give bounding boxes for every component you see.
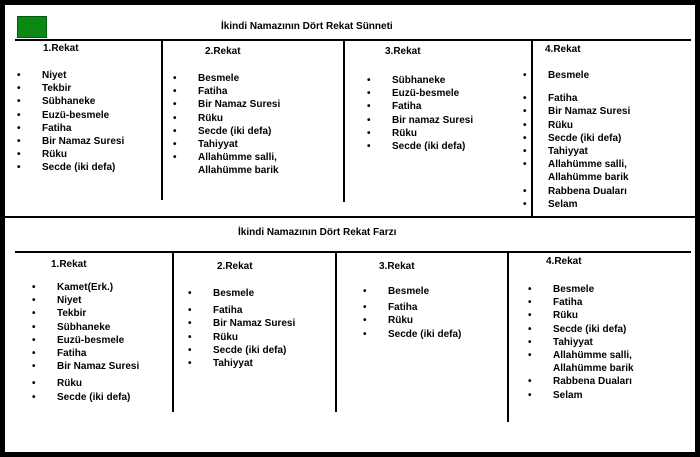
list-item: • Euzü-besmele [367,87,473,100]
list-item-line: • Allahümme salli, [198,152,277,164]
list-item: • Rüku [363,314,461,327]
list-item: • Rüku [188,331,295,344]
list-item: • Selam [523,198,630,211]
list-item [173,151,280,177]
sunnet-col-2-header: 2.Rekat [205,46,241,57]
divider-v-4 [172,252,174,412]
section-title-farz: İkindi Namazının Dört Rekat Farzı [238,227,397,238]
list-item: • Niyet [32,294,139,307]
list-item: • Bir Namaz Suresi [523,105,630,118]
list-item: • Fatiha [188,304,295,317]
farz-col-2-header: 2.Rekat [217,261,253,272]
list-item: • Bir Namaz Suresi [188,317,295,330]
divider-v-5 [335,252,337,412]
list-item: • Besmele [173,72,280,85]
divider-v-2 [343,40,345,202]
list-item: • Secde (iki defa) [367,140,473,153]
list-item: • Fatiha [363,301,461,314]
list-item-line: • Allahümme salli, [553,350,632,362]
list-item: • Tahiyyat [173,138,280,151]
list-item: • Bir Namaz Suresi [17,135,124,148]
list-item: • Rabbena Duaları [523,185,630,198]
list-item: • Rüku [17,148,124,161]
list-item: • Fatiha [523,92,630,105]
list-item [523,158,630,184]
green-badge [17,16,47,38]
list-item: • Sübhaneke [367,74,473,87]
divider-top [15,39,691,41]
list-item: • Sübhaneke [17,95,124,108]
list-item: • Bir Namaz Suresi [32,360,139,373]
sunnet-col-4-header: 4.Rekat [545,44,581,55]
list-item: • Tekbir [17,82,124,95]
list-item: • Euzü-besmele [32,334,139,347]
list-item: • Secde (iki defa) [528,323,634,336]
list-item: • Fatiha [17,122,124,135]
farz-col-3-list [363,285,461,341]
list-item-line: Allahümme barik [198,165,279,177]
farz-col-1-list [32,281,139,404]
sunnet-col-2-list [173,72,280,178]
list-item: • Bir namaz Suresi [367,114,473,127]
sunnet-col-3-list [367,74,473,153]
divider-middle [5,216,695,218]
list-item: • Rabbena Duaları [528,375,634,388]
list-item: • Fatiha [367,100,473,113]
list-item: • Tekbir [32,307,139,320]
list-item: • Tahiyyat [523,145,630,158]
list-item: • Secde (iki defa) [523,132,630,145]
list-item: • Rüku [32,377,139,390]
list-item: • Rüku [523,119,630,132]
list-item: • Tahiyyat [188,357,295,370]
list-item: • Fatiha [32,347,139,360]
list-item: • Fatiha [173,85,280,98]
sunnet-col-4-list [523,69,630,211]
list-item: • Niyet [17,69,124,82]
list-item: • Besmele [363,285,461,298]
list-item: • Rüku [367,127,473,140]
list-item: • Secde (iki defa) [17,161,124,174]
sunnet-col-3-header: 3.Rekat [385,46,421,57]
divider-v-6 [507,252,509,422]
list-item: • Rüku [528,309,634,322]
sunnet-col-1-list [17,69,124,175]
list-item: • Sübhaneke [32,321,139,334]
list-item: • Euzü-besmele [17,109,124,122]
list-item: • Tahiyyat [528,336,634,349]
sunnet-col-1-header: 1.Rekat [43,43,79,54]
list-item: • Bir Namaz Suresi [173,98,280,111]
list-item: • Rüku [173,112,280,125]
list-item [528,349,634,375]
list-item: • Selam [528,389,634,402]
list-item: • Besmele [188,287,295,300]
farz-col-2-list [188,287,295,370]
list-item: • Besmele [528,283,634,296]
list-item-line: • Allahümme salli, [548,159,627,171]
section-title-sunnet: İkindi Namazının Dört Rekat Sünneti [221,21,393,32]
list-item: • Besmele [523,69,630,82]
list-item-line: Allahümme barik [548,172,629,184]
list-item: • Secde (iki defa) [32,391,139,404]
farz-col-3-header: 3.Rekat [379,261,415,272]
list-item: • Secde (iki defa) [188,344,295,357]
divider-farz-header [15,251,691,253]
farz-col-1-header: 1.Rekat [51,259,87,270]
farz-col-4-list [528,283,634,402]
farz-col-4-header: 4.Rekat [546,256,582,267]
list-item: • Secde (iki defa) [173,125,280,138]
list-item: • Fatiha [528,296,634,309]
divider-v-1 [161,40,163,200]
list-item: • Secde (iki defa) [363,328,461,341]
list-item: • Kamet(Erk.) [32,281,139,294]
list-item-line: Allahümme barik [553,363,634,375]
